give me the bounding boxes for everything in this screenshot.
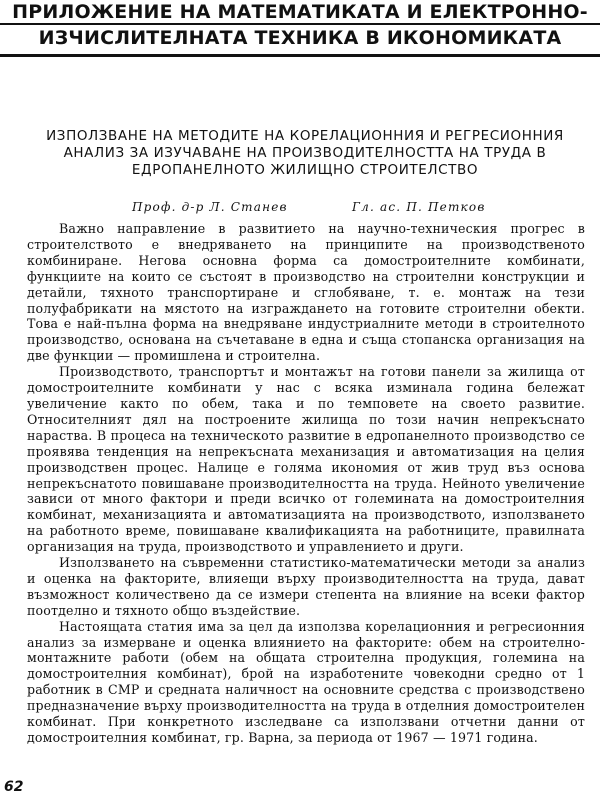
article-title: ИЗПОЛЗВАНЕ НА МЕТОДИТЕ НА КОРЕЛАЦИОННИЯ И РЕГРЕСИОННИЯ АНАЛИЗ ЗА ИЗУЧАВАНЕ НА ПРОИЗВОДИТЕЛНОСТТА НА ТРУДА В ЕДРОПАНЕЛНОТО ЖИЛИЩНО СТРОИТЕЛСТВО bbox=[46, 128, 564, 178]
header-rule-thin bbox=[0, 23, 600, 25]
section-header bbox=[0, 0, 600, 58]
section-header-line-1: ПРИЛОЖЕНИЕ НА МАТЕМАТИКАТА И ЕЛЕКТРОННО- bbox=[12, 1, 588, 23]
authors-line bbox=[0, 200, 600, 218]
body-paragraph-2: Производството, транспортът и монтажът на готови панели за жилища от домостроителните комбинати у нас с всяка изминала година бележат увеличение както по обем, така и по темповете на своето развитие. Относителният дял на построените жилища по този начин непрекъснато нараства. В процеса на техническото развитие в едропанелното производство се проявява тенденция на непрекъсната механизация и автоматизация на целия производствен процес. Налице е голяма икономия от жив труд въз основа непрекъснатото повишаване производителността на труда. Нейното увеличение зависи от много фактори и преди всичко от големината на домостроителния комбинат, механизацията и автоматизацията на производството, използването на работното време, повишаване квалификацията на работниците, правилната организация на труда, производството и управлението и други. bbox=[27, 364, 585, 555]
body-paragraph-1: Важно направление в развитието на научно-техническия прогрес в строителството е внедряването на принципите на производственото комбиниране. Негова основна форма са домостроителните комбинати, функциите на които се състоят в производство на строителни конструкции и детайли, тяхното транспортиране и сглобяване, т. е. монтаж на тези полуфабрикати на мястото на изграждането на готовите строителни обекти. Това е най-пълна форма на внедряване индустриалните методи в строителното производство, основана на съчетаване в една и съща стопанска организация на две функции — промишлена и строителна. bbox=[27, 221, 585, 364]
body-paragraph-3: Използването на съвременни статистико-математически методи за анализ и оценка на факторите, влияещи върху производителността на труда, дават възможност количествено да се измери степента на влияние на всеки фактор поотделно и тяхното общо въздействие. bbox=[27, 555, 585, 618]
author-1: Проф. д-р Л. Станев bbox=[132, 200, 288, 214]
section-header-line-2: ИЗЧИСЛИТЕЛНАТА ТЕХНИКА В ИКОНОМИКАТА bbox=[38, 27, 562, 49]
author-2: Гл. ас. П. Петков bbox=[352, 200, 486, 214]
header-rule-thick bbox=[0, 54, 600, 57]
body-paragraph-4: Настоящата статия има за цел да използва корелационния и регресионния анализ за измерване и оценка влиянието на факторите: обем на строително-монтажните работи (обем на общата строителна продукция, големина на домостроителния комбинат), брой на изработените човекодни средно от 1 работник в СМР и средната наличност на основните средства с производствено предназначение върху производителността на труда в отделния домостроителен комбинат. При конкретното изследване са използвани отчетни данни от домостроителния комбинат, гр. Варна, за периода от 1967 — 1971 година. bbox=[27, 618, 585, 745]
page-number: 62 bbox=[4, 779, 24, 795]
article-body bbox=[27, 221, 585, 746]
